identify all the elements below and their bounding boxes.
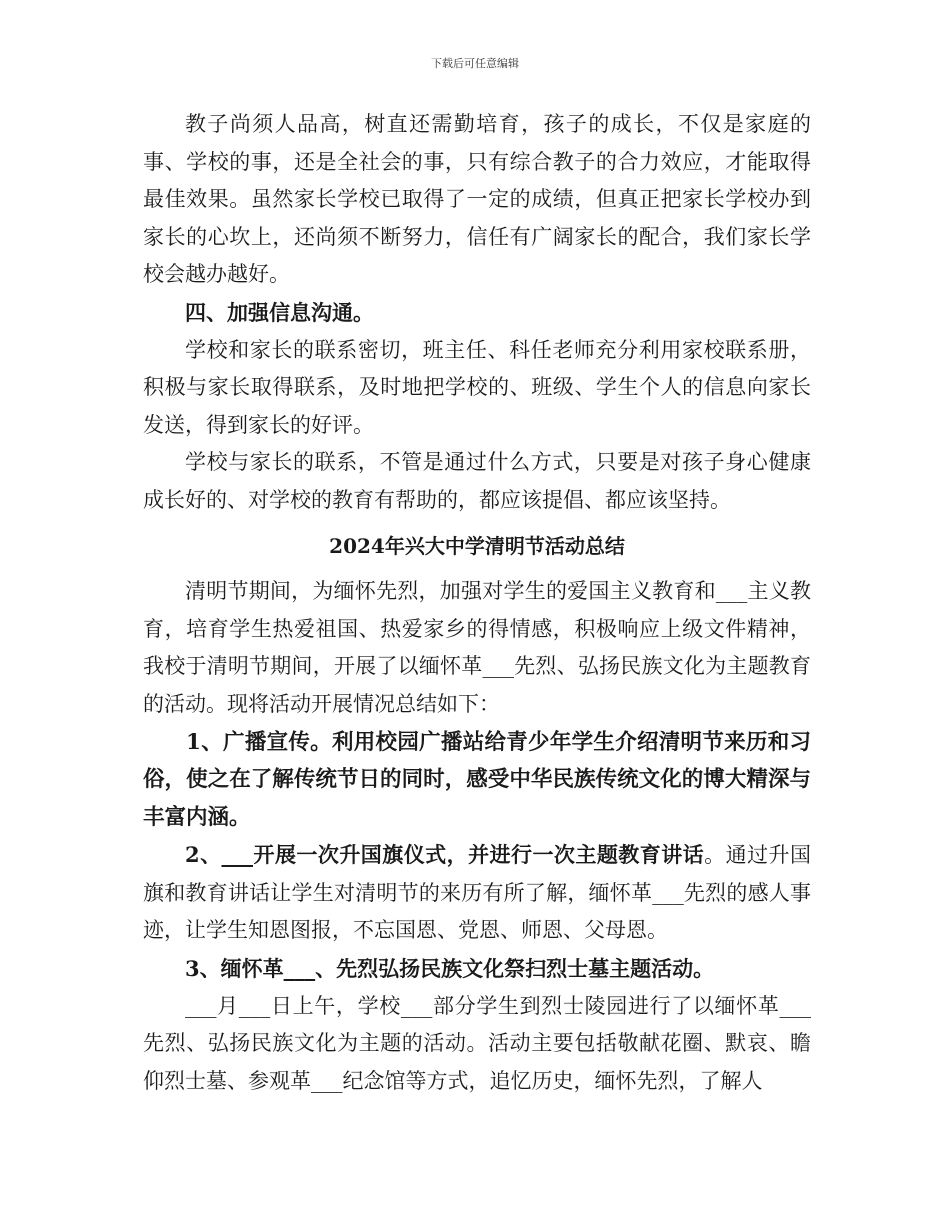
document-body bbox=[143, 106, 811, 1100]
paragraph: 教子尚须人品高，树直还需勤培育，孩子的成长，不仅是家庭的事、学校的事，还是全社会的事，只有综合教子的合力效应，才能取得最佳效果。虽然家长学校已取得了一定的成绩，但真正把家长学校办到家长的心坎上，还尚须不断努力，信任有广阔家长的配合，我们家长学校会越办越好。 bbox=[143, 112, 811, 287]
paragraph: 清明节期间，为缅怀先烈，加强对学生的爱国主义教育和___主义教育，培育学生热爱祖国、热爱家乡的得情感，积极响应上级文件精神，我校于清明节期间，开展了以缅怀革___先烈、弘扬民族文化为主题教育的活动。现将活动开展情况总结如下： bbox=[143, 579, 811, 716]
bold-paragraph: 1、广播宣传。利用校园广播站给青少年学生介绍清明节来历和习俗，使之在了解传统节日的同时，感受中华民族传统文化的博大精深与丰富内涵。 bbox=[143, 729, 811, 830]
page-header: 下载后可任意编辑 bbox=[431, 57, 519, 70]
paragraph: ___月___日上午，学校___部分学生到烈士陵园进行了以缅怀革___先烈、弘扬民族文化为主题的活动。活动主要包括敬献花圈、默哀、瞻仰烈士墓、参观革___纪念馆等方式，追忆历史，缅怀先烈，了解人 bbox=[143, 993, 811, 1093]
mixed-paragraph bbox=[143, 836, 811, 950]
mixed-paragraph-rest: 。通过升国旗和教育讲话让学生对清明节的来历有所了解，缅怀革___先烈的感人事迹，让学生知恩图报，不忘国恩、党恩、师恩、父母恩。 bbox=[143, 843, 811, 943]
paragraph: 学校和家长的联系密切，班主任、科任老师充分利用家校联系册，积极与家长取得联系，及时地把学校的、班级、学生个人的信息向家长发送，得到家长的好评。 bbox=[143, 337, 811, 437]
document-title: 2024年兴大中学清明节活动总结 bbox=[329, 533, 625, 558]
mixed-paragraph-bold: 2、___开展一次升国旗仪式，并进行一次主题教育讲话 bbox=[185, 842, 705, 868]
section-heading: 3、缅怀革___、先烈弘扬民族文化祭扫烈士墓主题活动。 bbox=[185, 956, 715, 982]
paragraph: 学校与家长的联系，不管是通过什么方式，只要是对孩子身心健康成长好的、对学校的教育有帮助的，都应该提倡、都应该坚持。 bbox=[143, 450, 811, 512]
section-heading: 四、加强信息沟通。 bbox=[185, 299, 374, 325]
